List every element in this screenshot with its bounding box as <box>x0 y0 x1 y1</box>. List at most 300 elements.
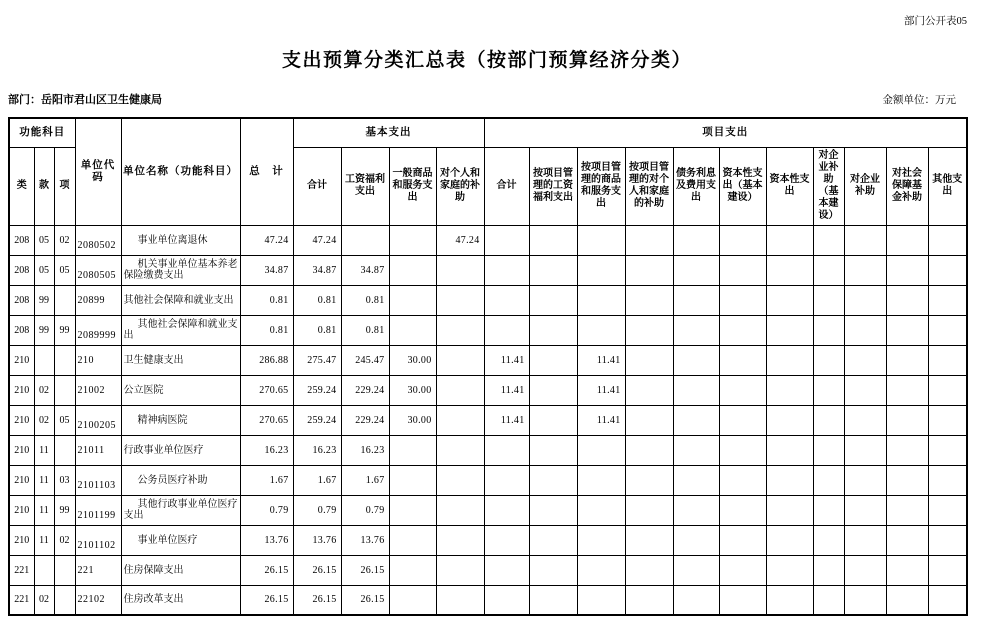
cell-capital <box>766 495 813 525</box>
cell-unit-code: 210 <box>75 345 121 375</box>
cell-enterprise-subsidy <box>844 525 886 555</box>
header-enterprise-subsidy: 对企业补助 <box>844 147 886 225</box>
cell-basic-individuals <box>436 465 484 495</box>
cell-unit-code: 21011 <box>75 435 121 465</box>
cell-section: 11 <box>34 465 54 495</box>
cell-project-individuals <box>625 465 673 495</box>
cell-basic-goods <box>389 585 436 615</box>
cell-capital-construction <box>719 585 766 615</box>
cell-basic-subtotal: 0.81 <box>293 315 341 345</box>
cell-social-security <box>886 465 928 495</box>
cell-basic-wages: 26.15 <box>341 585 389 615</box>
table-row <box>9 405 967 435</box>
cell-unit-code: 2101103 <box>75 465 121 495</box>
cell-basic-subtotal: 1.67 <box>293 465 341 495</box>
cell-enterprise-subsidy <box>844 375 886 405</box>
cell-basic-subtotal: 275.47 <box>293 345 341 375</box>
cell-project-subtotal <box>484 525 529 555</box>
cell-social-security <box>886 285 928 315</box>
cell-grand-total: 0.79 <box>240 495 293 525</box>
header-row-groups <box>9 118 967 147</box>
cell-basic-goods <box>389 465 436 495</box>
cell-project-individuals <box>625 435 673 465</box>
cell-enterprise-construction <box>813 555 844 585</box>
header-basic-individuals: 对个人和家庭的补助 <box>436 147 484 225</box>
cell-enterprise-subsidy <box>844 465 886 495</box>
cell-basic-individuals: 47.24 <box>436 225 484 255</box>
cell-project-subtotal <box>484 255 529 285</box>
cell-basic-subtotal: 16.23 <box>293 435 341 465</box>
cell-capital-construction <box>719 255 766 285</box>
cell-item <box>54 345 75 375</box>
cell-project-subtotal: 11.41 <box>484 405 529 435</box>
cell-basic-individuals <box>436 315 484 345</box>
cell-enterprise-subsidy <box>844 345 886 375</box>
cell-basic-wages: 34.87 <box>341 255 389 285</box>
table-row <box>9 255 967 285</box>
cell-debt-interest <box>673 435 719 465</box>
cell-item <box>54 375 75 405</box>
cell-grand-total: 270.65 <box>240 375 293 405</box>
cell-item <box>54 435 75 465</box>
cell-capital-construction <box>719 345 766 375</box>
cell-capital <box>766 225 813 255</box>
cell-debt-interest <box>673 405 719 435</box>
cell-section: 99 <box>34 285 54 315</box>
cell-class: 208 <box>9 315 34 345</box>
cell-debt-interest <box>673 585 719 615</box>
cell-project-subtotal: 11.41 <box>484 345 529 375</box>
cell-section <box>34 345 54 375</box>
cell-basic-individuals <box>436 495 484 525</box>
header-class: 类 <box>9 147 34 225</box>
cell-capital-construction <box>719 495 766 525</box>
cell-project-wages <box>529 285 577 315</box>
cell-social-security <box>886 375 928 405</box>
cell-basic-goods: 30.00 <box>389 345 436 375</box>
cell-capital-construction <box>719 225 766 255</box>
cell-section: 02 <box>34 405 54 435</box>
cell-enterprise-construction <box>813 495 844 525</box>
header-project-subtotal: 合计 <box>484 147 529 225</box>
cell-project-subtotal <box>484 285 529 315</box>
cell-project-subtotal <box>484 585 529 615</box>
cell-enterprise-construction <box>813 225 844 255</box>
cell-class: 210 <box>9 525 34 555</box>
cell-class: 210 <box>9 345 34 375</box>
cell-capital <box>766 435 813 465</box>
table-row <box>9 555 967 585</box>
cell-basic-subtotal: 26.15 <box>293 555 341 585</box>
cell-capital <box>766 405 813 435</box>
header-unit-name: 单位名称（功能科目） <box>121 118 240 225</box>
cell-basic-wages: 26.15 <box>341 555 389 585</box>
cell-capital <box>766 255 813 285</box>
cell-grand-total: 286.88 <box>240 345 293 375</box>
cell-grand-total: 0.81 <box>240 315 293 345</box>
cell-unit-name: 住房保障支出 <box>121 555 240 585</box>
cell-unit-name: 卫生健康支出 <box>121 345 240 375</box>
cell-grand-total: 270.65 <box>240 405 293 435</box>
cell-basic-goods <box>389 255 436 285</box>
cell-project-goods <box>577 225 625 255</box>
cell-project-subtotal <box>484 315 529 345</box>
cell-basic-wages: 229.24 <box>341 405 389 435</box>
doc-code: 部门公开表05 <box>904 16 967 27</box>
cell-class: 208 <box>9 285 34 315</box>
header-grand-total: 总 计 <box>240 118 293 225</box>
header-basic-subtotal: 合计 <box>293 147 341 225</box>
cell-class: 208 <box>9 225 34 255</box>
cell-basic-wages: 16.23 <box>341 435 389 465</box>
cell-capital <box>766 315 813 345</box>
cell-enterprise-construction <box>813 375 844 405</box>
cell-basic-goods <box>389 525 436 555</box>
cell-section: 11 <box>34 525 54 555</box>
cell-basic-subtotal: 0.81 <box>293 285 341 315</box>
cell-unit-code: 2101199 <box>75 495 121 525</box>
cell-project-individuals <box>625 255 673 285</box>
cell-project-wages <box>529 405 577 435</box>
cell-section: 11 <box>34 495 54 525</box>
header-basic-goods: 一般商品和服务支出 <box>389 147 436 225</box>
cell-section: 11 <box>34 435 54 465</box>
cell-basic-individuals <box>436 285 484 315</box>
cell-section <box>34 555 54 585</box>
header-section: 款 <box>34 147 54 225</box>
cell-capital-construction <box>719 315 766 345</box>
cell-other <box>928 555 967 585</box>
cell-basic-individuals <box>436 255 484 285</box>
cell-debt-interest <box>673 285 719 315</box>
header-project-group: 项目支出 <box>484 118 967 147</box>
cell-enterprise-construction <box>813 465 844 495</box>
cell-basic-wages: 13.76 <box>341 525 389 555</box>
cell-project-individuals <box>625 525 673 555</box>
header-social-security: 对社会保障基金补助 <box>886 147 928 225</box>
cell-project-individuals <box>625 345 673 375</box>
cell-enterprise-construction <box>813 525 844 555</box>
cell-unit-code: 221 <box>75 555 121 585</box>
header-project-goods: 按项目管理的商品和服务支出 <box>577 147 625 225</box>
header-project-individuals: 按项目管理的对个人和家庭的补助 <box>625 147 673 225</box>
cell-other <box>928 255 967 285</box>
cell-project-goods <box>577 435 625 465</box>
cell-social-security <box>886 525 928 555</box>
cell-item: 03 <box>54 465 75 495</box>
cell-social-security <box>886 435 928 465</box>
cell-project-wages <box>529 225 577 255</box>
cell-enterprise-construction <box>813 405 844 435</box>
cell-basic-goods <box>389 315 436 345</box>
cell-unit-code: 2080505 <box>75 255 121 285</box>
cell-other <box>928 585 967 615</box>
cell-project-wages <box>529 495 577 525</box>
cell-grand-total: 26.15 <box>240 585 293 615</box>
meta-row <box>8 91 956 107</box>
table-row <box>9 225 967 255</box>
cell-basic-goods <box>389 555 436 585</box>
cell-basic-subtotal: 34.87 <box>293 255 341 285</box>
cell-project-goods <box>577 495 625 525</box>
cell-enterprise-construction <box>813 435 844 465</box>
cell-basic-goods: 30.00 <box>389 375 436 405</box>
page-title: 支出预算分类汇总表（按部门预算经济分类） <box>281 50 692 71</box>
cell-enterprise-subsidy <box>844 435 886 465</box>
cell-item: 99 <box>54 495 75 525</box>
cell-social-security <box>886 225 928 255</box>
cell-capital-construction <box>719 555 766 585</box>
cell-basic-goods <box>389 495 436 525</box>
cell-debt-interest <box>673 345 719 375</box>
cell-basic-subtotal: 259.24 <box>293 405 341 435</box>
cell-other <box>928 405 967 435</box>
cell-item: 02 <box>54 525 75 555</box>
cell-project-goods: 11.41 <box>577 375 625 405</box>
cell-capital-construction <box>719 285 766 315</box>
cell-unit-code: 2080502 <box>75 225 121 255</box>
cell-project-wages <box>529 585 577 615</box>
cell-project-wages <box>529 525 577 555</box>
cell-enterprise-subsidy <box>844 255 886 285</box>
cell-project-wages <box>529 555 577 585</box>
header-capital: 资本性支出 <box>766 147 813 225</box>
cell-project-subtotal <box>484 495 529 525</box>
cell-grand-total: 34.87 <box>240 255 293 285</box>
cell-unit-name: 事业单位医疗 <box>121 525 240 555</box>
cell-enterprise-subsidy <box>844 225 886 255</box>
cell-item <box>54 555 75 585</box>
cell-debt-interest <box>673 525 719 555</box>
cell-section: 99 <box>34 315 54 345</box>
table-row <box>9 585 967 615</box>
cell-basic-wages: 245.47 <box>341 345 389 375</box>
header-unit-code: 单位代码 <box>75 118 121 225</box>
cell-enterprise-subsidy <box>844 405 886 435</box>
cell-enterprise-subsidy <box>844 285 886 315</box>
cell-basic-individuals <box>436 345 484 375</box>
cell-basic-individuals <box>436 405 484 435</box>
cell-enterprise-construction <box>813 255 844 285</box>
cell-basic-individuals <box>436 435 484 465</box>
cell-basic-subtotal: 13.76 <box>293 525 341 555</box>
cell-class: 210 <box>9 435 34 465</box>
cell-project-individuals <box>625 585 673 615</box>
cell-project-subtotal: 11.41 <box>484 375 529 405</box>
cell-item: 05 <box>54 405 75 435</box>
cell-project-goods <box>577 255 625 285</box>
cell-grand-total: 26.15 <box>240 555 293 585</box>
header-basic-group: 基本支出 <box>293 118 484 147</box>
cell-item: 02 <box>54 225 75 255</box>
cell-project-individuals <box>625 495 673 525</box>
cell-basic-individuals <box>436 375 484 405</box>
cell-other <box>928 225 967 255</box>
table-row <box>9 465 967 495</box>
cell-project-goods: 11.41 <box>577 405 625 435</box>
cell-enterprise-construction <box>813 585 844 615</box>
cell-class: 210 <box>9 495 34 525</box>
cell-unit-code: 2101102 <box>75 525 121 555</box>
cell-other <box>928 465 967 495</box>
cell-section: 05 <box>34 225 54 255</box>
cell-class: 210 <box>9 375 34 405</box>
cell-unit-name: 其他社会保障和就业支出 <box>121 315 240 345</box>
cell-basic-subtotal: 26.15 <box>293 585 341 615</box>
cell-social-security <box>886 495 928 525</box>
cell-project-goods <box>577 555 625 585</box>
cell-other <box>928 525 967 555</box>
cell-basic-goods <box>389 285 436 315</box>
cell-project-wages <box>529 345 577 375</box>
cell-project-individuals <box>625 375 673 405</box>
cell-enterprise-construction <box>813 285 844 315</box>
cell-unit-name: 行政事业单位医疗 <box>121 435 240 465</box>
cell-enterprise-construction <box>813 315 844 345</box>
cell-item: 99 <box>54 315 75 345</box>
cell-unit-name: 事业单位离退休 <box>121 225 240 255</box>
cell-item: 05 <box>54 255 75 285</box>
table-row <box>9 435 967 465</box>
cell-social-security <box>886 255 928 285</box>
table-row <box>9 525 967 555</box>
cell-debt-interest <box>673 555 719 585</box>
cell-project-subtotal <box>484 555 529 585</box>
header-other: 其他支出 <box>928 147 967 225</box>
cell-unit-name: 公立医院 <box>121 375 240 405</box>
cell-basic-individuals <box>436 525 484 555</box>
cell-enterprise-subsidy <box>844 555 886 585</box>
cell-basic-wages: 0.81 <box>341 315 389 345</box>
cell-project-goods <box>577 285 625 315</box>
cell-social-security <box>886 585 928 615</box>
cell-project-wages <box>529 465 577 495</box>
cell-basic-wages: 0.79 <box>341 495 389 525</box>
cell-capital-construction <box>719 435 766 465</box>
cell-grand-total: 0.81 <box>240 285 293 315</box>
cell-debt-interest <box>673 495 719 525</box>
cell-debt-interest <box>673 465 719 495</box>
cell-class: 221 <box>9 555 34 585</box>
cell-debt-interest <box>673 375 719 405</box>
cell-basic-wages: 1.67 <box>341 465 389 495</box>
cell-other <box>928 285 967 315</box>
cell-project-goods <box>577 465 625 495</box>
cell-item <box>54 285 75 315</box>
cell-project-individuals <box>625 285 673 315</box>
cell-grand-total: 16.23 <box>240 435 293 465</box>
cell-item <box>54 585 75 615</box>
cell-basic-wages: 0.81 <box>341 285 389 315</box>
cell-basic-goods: 30.00 <box>389 405 436 435</box>
table-row <box>9 495 967 525</box>
table-row <box>9 285 967 315</box>
cell-unit-name: 住房改革支出 <box>121 585 240 615</box>
cell-class: 221 <box>9 585 34 615</box>
cell-other <box>928 345 967 375</box>
cell-unit-name: 其他社会保障和就业支出 <box>121 285 240 315</box>
cell-capital <box>766 375 813 405</box>
cell-unit-name: 精神病医院 <box>121 405 240 435</box>
cell-other <box>928 435 967 465</box>
cell-debt-interest <box>673 255 719 285</box>
cell-project-wages <box>529 315 577 345</box>
cell-unit-code: 20899 <box>75 285 121 315</box>
cell-other <box>928 315 967 345</box>
table-row <box>9 375 967 405</box>
cell-section: 05 <box>34 255 54 285</box>
cell-basic-subtotal: 47.24 <box>293 225 341 255</box>
header-basic-wages: 工资福利支出 <box>341 147 389 225</box>
cell-capital-construction <box>719 405 766 435</box>
cell-unit-code: 2100205 <box>75 405 121 435</box>
header-enterprise-construction: 对企业补助（基本建设） <box>813 147 844 225</box>
cell-capital-construction <box>719 525 766 555</box>
table-row <box>9 315 967 345</box>
cell-social-security <box>886 315 928 345</box>
cell-capital-construction <box>719 465 766 495</box>
cell-project-goods <box>577 585 625 615</box>
cell-debt-interest <box>673 225 719 255</box>
cell-enterprise-subsidy <box>844 315 886 345</box>
cell-unit-code: 22102 <box>75 585 121 615</box>
cell-project-subtotal <box>484 225 529 255</box>
cell-unit-code: 2089999 <box>75 315 121 345</box>
cell-capital <box>766 345 813 375</box>
cell-basic-subtotal: 259.24 <box>293 375 341 405</box>
cell-unit-code: 21002 <box>75 375 121 405</box>
cell-other <box>928 495 967 525</box>
cell-capital <box>766 465 813 495</box>
cell-capital <box>766 555 813 585</box>
cell-project-wages <box>529 375 577 405</box>
cell-grand-total: 1.67 <box>240 465 293 495</box>
header-debt-interest: 债务利息及费用支出 <box>673 147 719 225</box>
budget-table <box>8 117 968 616</box>
cell-project-individuals <box>625 225 673 255</box>
cell-class: 210 <box>9 465 34 495</box>
cell-enterprise-construction <box>813 345 844 375</box>
cell-grand-total: 47.24 <box>240 225 293 255</box>
cell-social-security <box>886 405 928 435</box>
cell-capital <box>766 525 813 555</box>
amount-unit-label: 金额单位：万元 <box>882 95 956 106</box>
cell-capital-construction <box>719 375 766 405</box>
cell-capital <box>766 585 813 615</box>
cell-basic-goods <box>389 225 436 255</box>
cell-unit-name: 公务员医疗补助 <box>121 465 240 495</box>
cell-class: 208 <box>9 255 34 285</box>
cell-project-individuals <box>625 315 673 345</box>
cell-section: 02 <box>34 375 54 405</box>
cell-project-goods <box>577 525 625 555</box>
cell-enterprise-subsidy <box>844 585 886 615</box>
cell-unit-name: 机关事业单位基本养老保险缴费支出 <box>121 255 240 285</box>
cell-basic-wages: 229.24 <box>341 375 389 405</box>
cell-basic-goods <box>389 435 436 465</box>
cell-social-security <box>886 555 928 585</box>
cell-project-individuals <box>625 405 673 435</box>
header-func-group: 功能科目 <box>9 118 75 147</box>
cell-section: 02 <box>34 585 54 615</box>
cell-project-wages <box>529 435 577 465</box>
cell-other <box>928 375 967 405</box>
cell-project-goods <box>577 315 625 345</box>
cell-project-wages <box>529 255 577 285</box>
cell-debt-interest <box>673 315 719 345</box>
cell-project-subtotal <box>484 435 529 465</box>
cell-basic-subtotal: 0.79 <box>293 495 341 525</box>
